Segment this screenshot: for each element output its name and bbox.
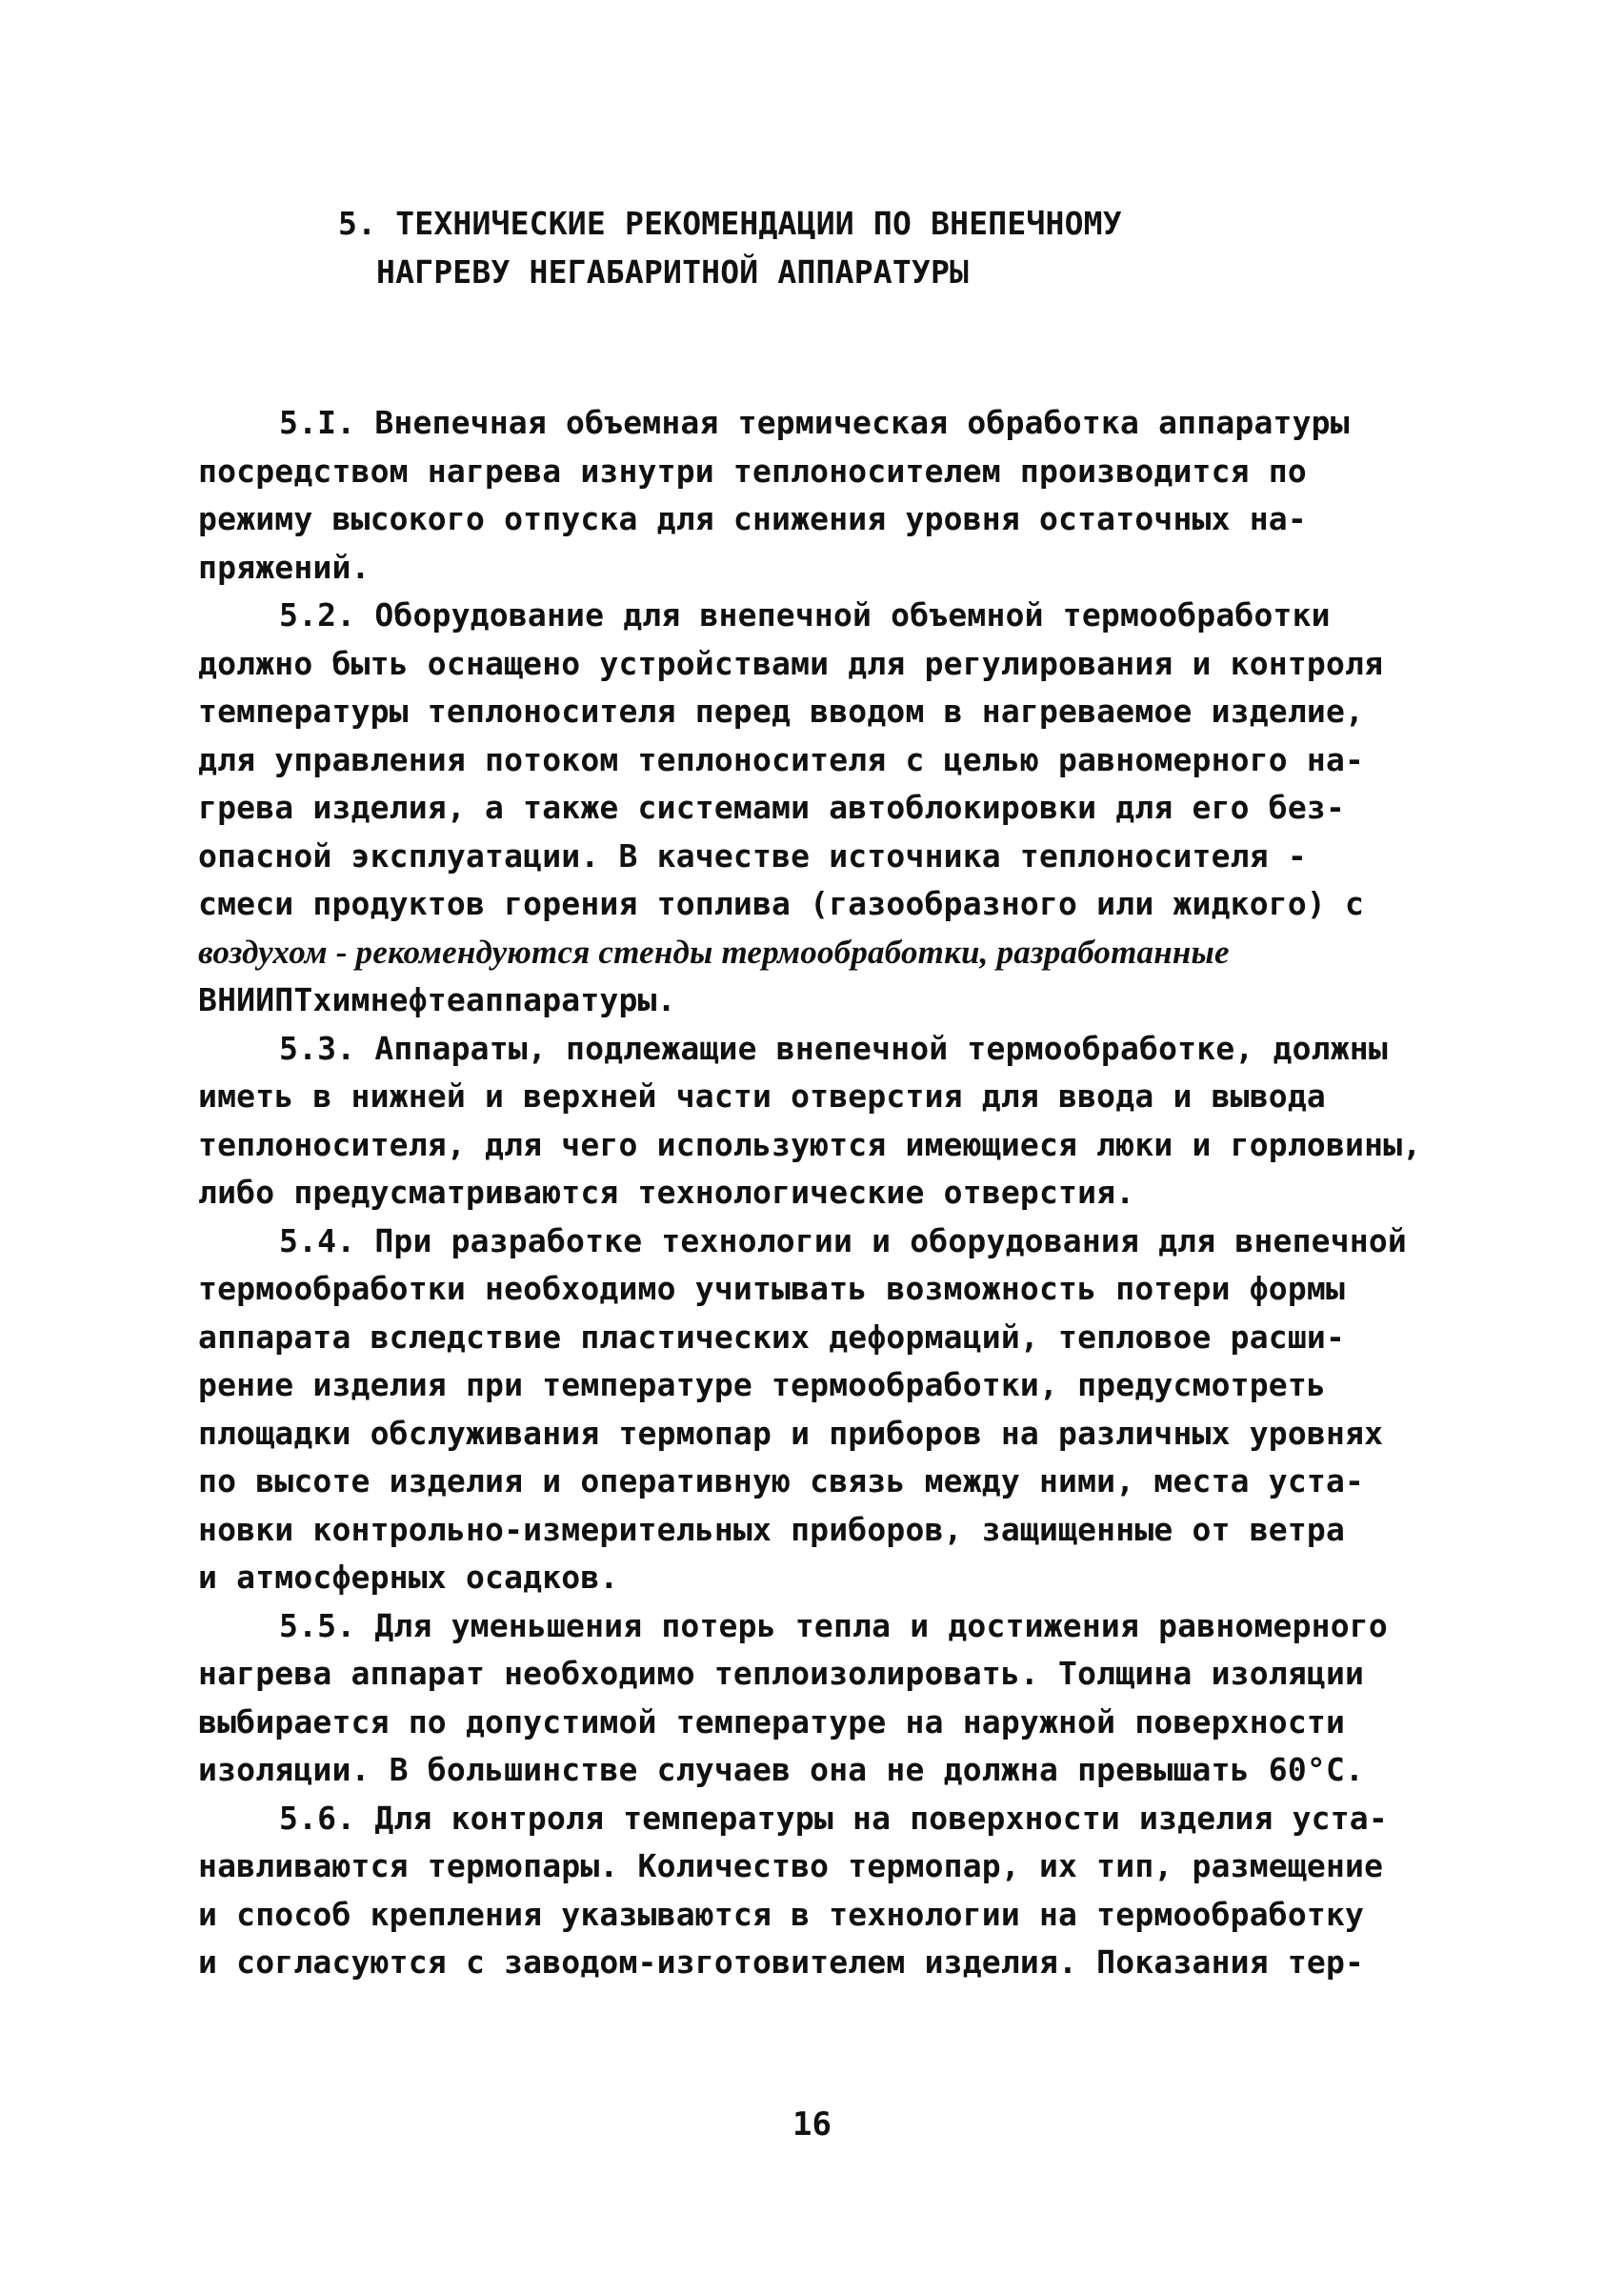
text-line: и атмосферных осадков. <box>198 1559 619 1596</box>
text-line: режиму высокого отпуска для снижения уровня остаточных на- <box>198 500 1307 537</box>
text-line: аппарата вследствие пластических деформаций, тепловое расши- <box>198 1318 1346 1356</box>
text-line: должно быть оснащено устройствами для регулирования и контроля <box>198 644 1384 682</box>
text-line: и способ крепления указываются в технологии на термообработку <box>198 1895 1365 1933</box>
text-line: либо предусматриваются технологические отверстия. <box>198 1174 1135 1211</box>
text-line: теплоносителя, для чего используются имеющиеся люки и горловины, <box>198 1125 1422 1163</box>
text-line: 5.3. Аппараты, подлежащие внепечной термообработке, должны <box>279 1029 1388 1067</box>
text-line: выбирается по допустимой температуре на наружной поверхности <box>198 1702 1346 1741</box>
text-line: ВНИИПТхимнефтеаппаратуры. <box>198 981 676 1018</box>
text-line: термообработки необходимо учитывать возможность потери формы <box>198 1270 1346 1307</box>
text-line: площадки обслуживания термопар и приборов на различных уровнях <box>198 1414 1384 1452</box>
text-line: посредством нагрева изнутри теплоносителем производится по <box>198 452 1307 490</box>
body-text <box>198 399 1455 1987</box>
text-line: 5.4. При разработке технологии и оборудования для внепечной <box>279 1221 1407 1259</box>
text-line-italic: воздухом - рекомендуются стенды термообработки, разработанные <box>198 933 1230 971</box>
text-line: 5.5. Для уменьшения потерь тепла и достижения равномерного <box>279 1606 1388 1644</box>
text-line: пряжений. <box>198 548 371 586</box>
text-line: 5.I. Внепечная объемная термическая обработка аппаратуры <box>279 404 1350 441</box>
text-line: температуры теплоносителя перед вводом в нагреваемое изделие, <box>198 693 1365 730</box>
text-line: для управления потоком теплоносителя с целью равномерного на- <box>198 740 1365 778</box>
heading-line-1: 5. ТЕХНИЧЕСКИЕ РЕКОМЕНДАЦИИ ПО ВНЕПЕЧНОМУ <box>338 205 1122 242</box>
text-line: 5.2. Оборудование для внепечной объемной термообработки <box>279 596 1331 634</box>
text-line: нагрева аппарат необходимо теплоизолировать. Толщина изоляции <box>198 1655 1365 1692</box>
text-line: смеси продуктов горения топлива (газообразного или жидкого) с <box>198 885 1365 922</box>
text-line: новки контрольно-измерительных приборов, защищенные от ветра <box>198 1510 1346 1548</box>
text-line: 5.6. Для контроля температуры на поверхности изделия уста- <box>279 1799 1388 1837</box>
text-line: изоляции. В большинстве случаев она не должна превышать 60°С. <box>198 1751 1365 1788</box>
text-line: навливаются термопары. Количество термопар, их тип, размещение <box>198 1847 1384 1884</box>
text-line: опасной эксплуатации. В качестве источника теплоносителя - <box>198 836 1307 875</box>
text-line: по высоте изделия и оперативную связь между ними, места уста- <box>198 1462 1365 1499</box>
section-heading <box>338 200 1291 296</box>
text-line: иметь в нижней и верхней части отверстия для ввода и вывода <box>198 1077 1326 1115</box>
text-line: грева изделия, а также системами автоблокировки для его без- <box>198 789 1346 826</box>
text-line: рение изделия при температуре термообработки, предусмотреть <box>198 1366 1326 1403</box>
heading-line-2: НАГРЕВУ НЕГАБАРИТНОЙ АППАРАТУРЫ <box>376 252 970 291</box>
text-line: и согласуются с заводом-изготовителем изделия. Показания тер- <box>198 1943 1365 1981</box>
page-number: 16 <box>792 2105 832 2143</box>
